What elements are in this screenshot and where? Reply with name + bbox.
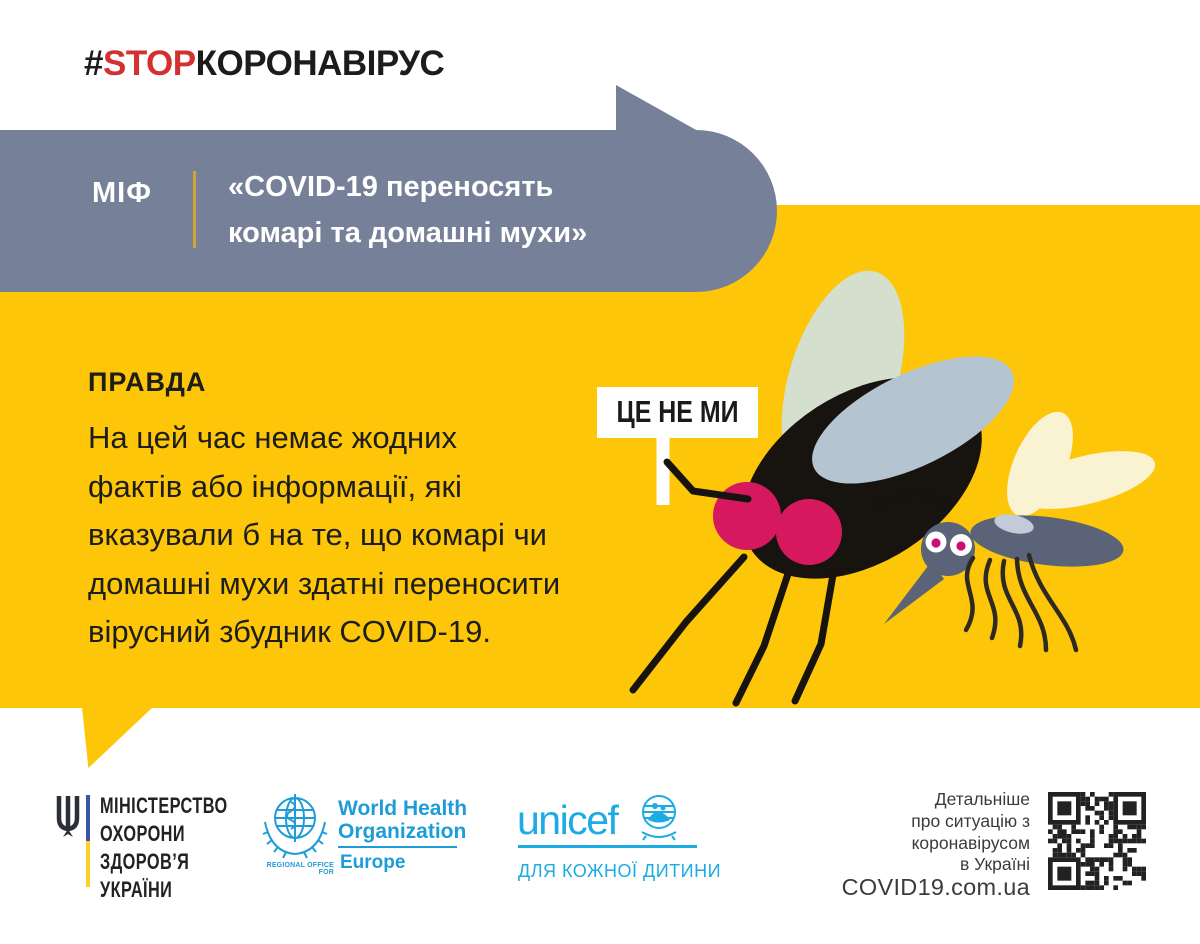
truth-line: На цей час немає жодних [88, 420, 457, 455]
who-name-line: Organization [338, 819, 467, 843]
unicef-wordmark: unicef [517, 797, 618, 843]
hashtag-stop: STOP [102, 44, 196, 83]
ministry-line: ОХОРОНИ [100, 821, 186, 846]
who-europe-label: Europe [340, 852, 406, 873]
info-line: коронавірусом [911, 832, 1030, 853]
hashtag-rest: КОРОНАВІРУС [195, 44, 445, 83]
sign-text: ЦЕ НЕ МИ [616, 394, 739, 429]
truth-heading: ПРАВДА [88, 367, 207, 397]
who-region-label: REGIONAL OFFICE FOR [266, 862, 334, 876]
truth-body [88, 414, 560, 657]
unicef-tagline: ДЛЯ КОЖНОЇ ДИТИНИ [518, 861, 722, 881]
truth-line: фактів або інформації, які [88, 468, 462, 504]
truth-line: вказували б на те, що комарі чи [88, 517, 547, 552]
ministry-line: УКРАЇНИ [100, 877, 173, 902]
who-name-line: World Health [338, 797, 468, 820]
myth-quote-line1: «COVID-19 переносять [228, 171, 554, 203]
info-line: Детальніше [934, 789, 1030, 809]
covid-site-link[interactable]: COVID19.com.ua [841, 874, 1030, 900]
truth-line: вірусний збудник COVID-19. [88, 614, 491, 649]
hashtag-hash: # [84, 44, 103, 83]
info-line: про ситуацію з [911, 810, 1030, 831]
myth-quote [228, 164, 587, 256]
myth-label: МІФ [92, 177, 152, 209]
ministry-line: МІНІСТЕРСТВО [100, 793, 228, 818]
truth-line: домашні мухи здатні переносити [88, 565, 561, 601]
ministry-line: ЗДОРОВ’Я [100, 849, 190, 874]
info-line: в Україні [959, 854, 1030, 875]
myth-quote-line2: комарі та домашні мухи» [228, 217, 588, 249]
myth-divider [193, 171, 196, 248]
fly-icon [633, 256, 1032, 703]
